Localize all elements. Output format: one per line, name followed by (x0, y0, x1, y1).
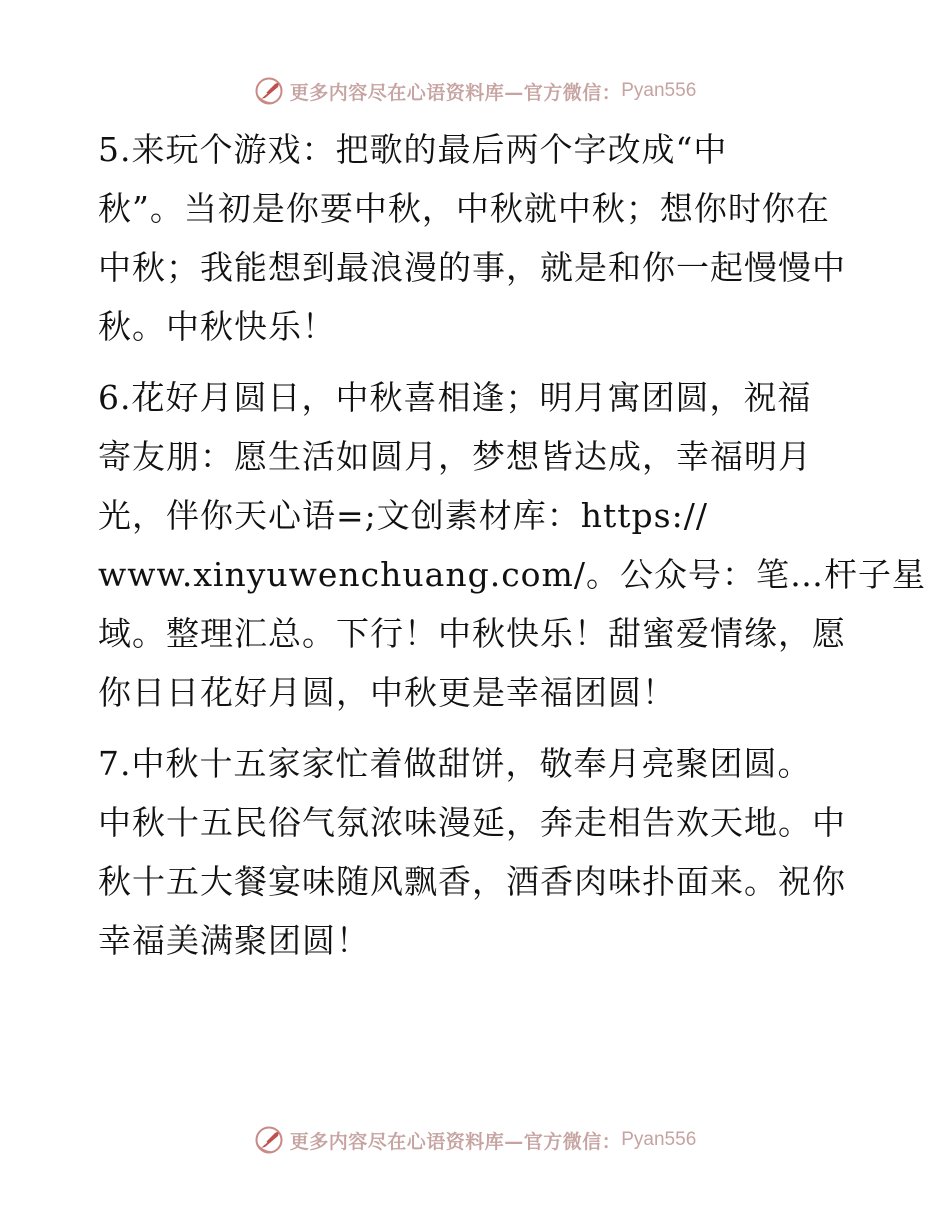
text-line: 你日日花好月圆，中秋更是幸福团圆！ (98, 673, 676, 712)
text-line: 6.花好月圆日，中秋喜相逢；明月寓团圆，祝福 (98, 378, 812, 417)
text-line: 5.来玩个游戏：把歌的最后两个字改成“中 (98, 130, 728, 169)
header-banner (0, 71, 950, 111)
text-line: 光，伴你天心语=;文创素材库：https:// (98, 496, 708, 535)
footer-wechat-id: Pyan556 (621, 1129, 697, 1150)
text-line: 秋。中秋快乐！ (98, 307, 336, 346)
document-body (98, 120, 926, 982)
footer-banner-text: 更多内容尽在心语资料库—官方微信： (289, 1130, 622, 1153)
text-line: 秋十五大餐宴味随风飘香，酒香肉味扑面来。祝你 (98, 862, 846, 901)
header-wechat-id: Pyan556 (621, 80, 697, 101)
text-line: www.xinyuwenchuang.com/。公众号：笔…杆子星 (98, 555, 926, 594)
paragraph-5 (98, 120, 858, 356)
header-banner-text: 更多内容尽在心语资料库—官方微信： (289, 81, 622, 104)
text-line: 7.中秋十五家家忙着做甜饼，敬奉月亮聚团圆。 (98, 744, 812, 783)
text-line: 秋”。当初是你要中秋，中秋就中秋；想你时你在 (98, 189, 830, 228)
quill-pen-icon (254, 76, 284, 106)
paragraph-7 (98, 734, 858, 970)
quill-pen-icon (254, 1125, 284, 1155)
text-line: 幸福美满聚团圆！ (98, 921, 370, 960)
text-line: 中秋；我能想到最浪漫的事，就是和你一起慢慢中 (98, 248, 846, 287)
paragraph-6 (98, 368, 926, 722)
text-line: 中秋十五民俗气氛浓味漫延，奔走相告欢天地。中 (98, 803, 846, 842)
text-line: 域。整理汇总。下行！中秋快乐！甜蜜爱情缘，愿 (98, 614, 846, 653)
footer-banner (0, 1120, 950, 1160)
text-line: 寄友朋：愿生活如圆月，梦想皆达成，幸福明月 (98, 437, 812, 476)
